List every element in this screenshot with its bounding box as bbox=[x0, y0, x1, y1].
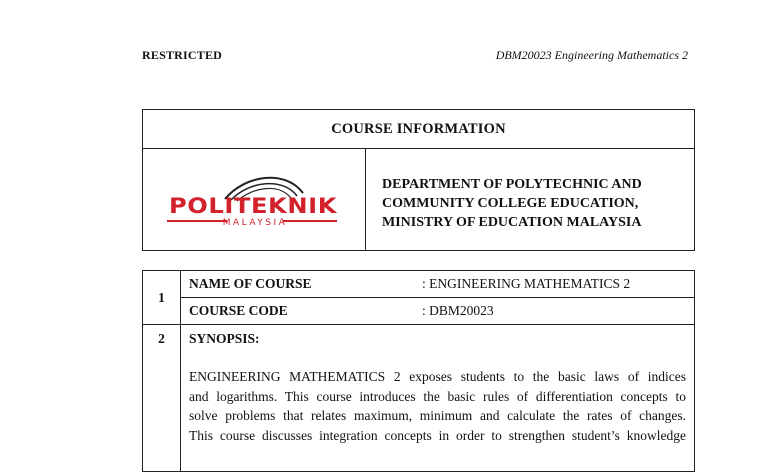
course-code-cell bbox=[181, 298, 695, 325]
course-table bbox=[142, 270, 695, 472]
department-line: COMMUNITY COLLEGE EDUCATION, bbox=[382, 196, 639, 211]
table-row bbox=[143, 298, 695, 325]
department-name bbox=[366, 149, 694, 251]
synopsis-line: and logarithms. This course introduces the basic rules of differentiation concepts to bbox=[189, 388, 686, 404]
logo-cell bbox=[143, 149, 366, 251]
table-row bbox=[143, 325, 695, 472]
course-code-value: : DBM20023 bbox=[422, 303, 494, 318]
course-name-cell bbox=[181, 271, 695, 298]
course-information-body bbox=[143, 149, 694, 251]
header-classification: RESTRICTED bbox=[142, 48, 223, 62]
course-information-title: COURSE INFORMATION bbox=[143, 110, 694, 149]
row-number: 1 bbox=[143, 271, 181, 325]
department-line: MINISTRY OF EDUCATION MALAYSIA bbox=[382, 215, 642, 230]
synopsis-cell bbox=[181, 325, 695, 472]
page-header bbox=[142, 48, 688, 64]
synopsis-line: This course discusses integration concepts in order to strengthen student’s knowledge bbox=[189, 427, 686, 443]
row-number: 2 bbox=[143, 325, 181, 472]
synopsis-line: ENGINEERING MATHEMATICS 2 exposes students to the basic laws of indices bbox=[189, 369, 686, 384]
politeknik-logo bbox=[165, 167, 345, 237]
header-course-title: DBM20023 Engineering Mathematics 2 bbox=[495, 48, 688, 62]
synopsis-label: SYNOPSIS: bbox=[189, 331, 260, 346]
course-name-value: : ENGINEERING MATHEMATICS 2 bbox=[422, 276, 631, 291]
course-code-label: COURSE CODE bbox=[189, 303, 288, 318]
logo-subtext: MALAYSIA bbox=[222, 218, 288, 228]
course-information-box bbox=[142, 109, 695, 251]
logo-wordmark: POLITEKNIK bbox=[169, 194, 338, 218]
synopsis-line: solve problems that relates maximum, minimum and calculate the rates of changes. bbox=[189, 408, 686, 423]
table-row bbox=[143, 271, 695, 298]
course-name-label: NAME OF COURSE bbox=[189, 276, 312, 291]
department-line: DEPARTMENT OF POLYTECHNIC AND bbox=[382, 177, 642, 192]
